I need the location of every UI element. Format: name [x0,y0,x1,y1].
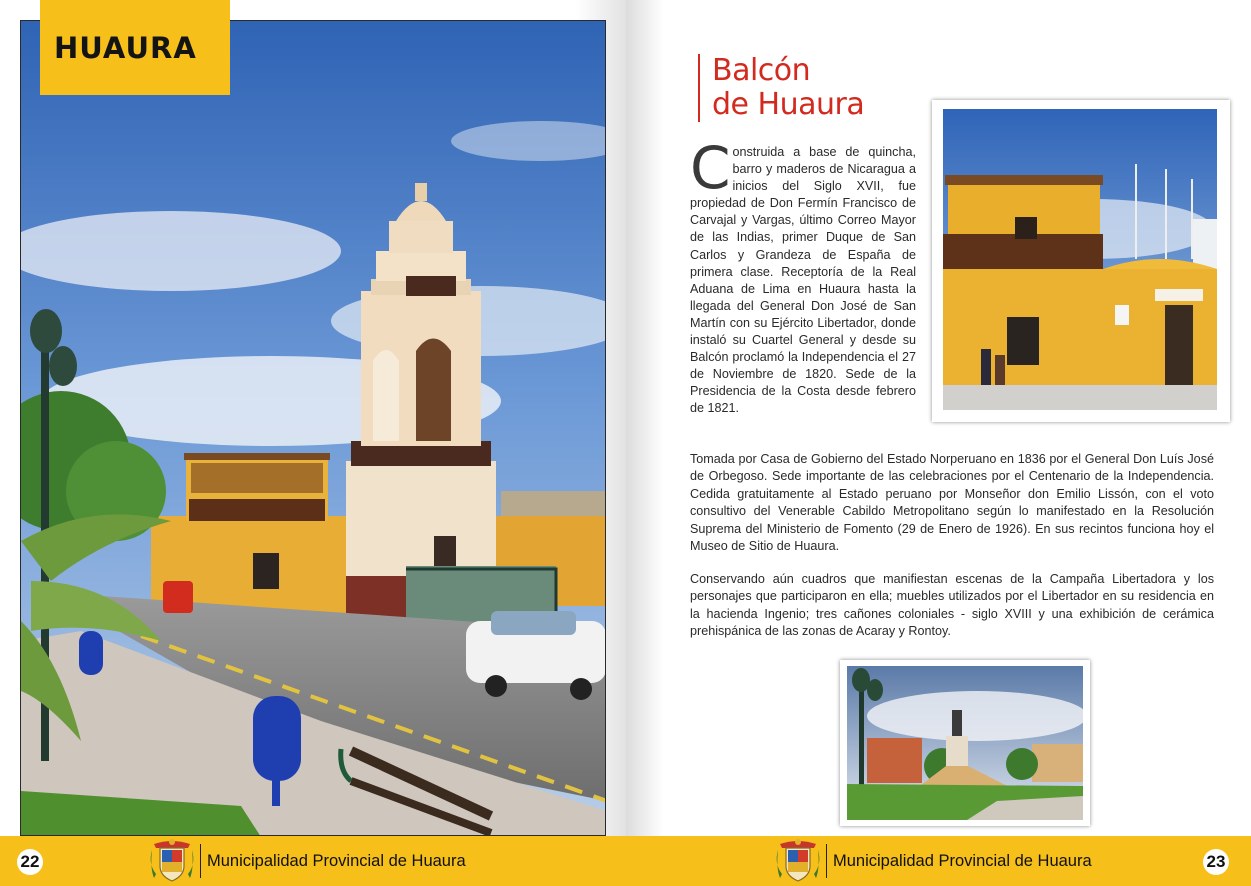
footer-text-left: Municipalidad Provincial de Huaura [207,851,466,870]
footer-brand-left [148,838,466,884]
paragraph-2: Tomada por Casa de Gobierno del Estado Norperuano en 1836 por el General Don Luís José de Orbegoso. Sede importante de las celebraciones por el Centenario de la Independencia. Cedida gratuitamente al Estado peruano por Monseñor don Emilio Lissón, con el voto consultivo del Venerable Cabildo Metropolitano según lo manifestado en la Resolución Suprema del Ministerio de Fomento (29 de Enero de 1926). En sus recintos funciona hoy el Museo de Sitio de Huaura. [690,452,1214,554]
footer-brand-right [774,838,1092,884]
paragraph-1-body: onstruida a base de quincha, barro y maderos de Nicaragua a inicios del Siglo XVII, fue propiedad de Don Fermín Francisco de Carvajal y Vargas, último Correo Mayor de las Indias, primer Duque de San Carlos y Grandeza de España de primera clase. Receptoría de la Real Aduana de Lima en Huaura hasta la llegada del General Don José de San Martín con su Ejército Libertador, donde instaló su Cuartel General y desde su Balcón proclamó la Independencia el 27 de Noviembre de 1820. Sede de la Presidencia de la Costa desde febrero de 1821. [690,145,916,416]
page-number-left: 22 [17,849,43,875]
right-page [626,0,1251,886]
paragraph-1 [690,134,916,418]
article-title [698,54,864,122]
section-title: HUAURA [54,30,197,65]
article-title-line1: Balcón [712,53,811,88]
footer-separator [826,844,827,878]
paragraph-3: Conservando aún cuadros que manifiestan escenas de la Campaña Libertadora y los personajes que participaron en ella; muebles utilizados por el Libertador en su residencia en la hacienda Ingenio; tres cañones coloniales - siglo XVIII y una exhibición de cerámica prehispánica de las zonas de Acaray y Rontoy. [690,572,1214,639]
dropcap-letter: C [690,134,731,202]
plaza-photo [840,660,1090,826]
section-title-box [40,0,230,95]
footer-bar [0,836,1251,886]
article-title-line2: de Huaura [712,87,865,122]
municipal-crest-icon [148,838,196,884]
page-number-right: 23 [1203,849,1229,875]
municipal-crest-icon [774,838,822,884]
footer-text-right: Municipalidad Provincial de Huaura [833,851,1092,870]
footer-separator [200,844,201,878]
clock-tower-photo [20,20,606,836]
balcony-photo [932,100,1230,422]
